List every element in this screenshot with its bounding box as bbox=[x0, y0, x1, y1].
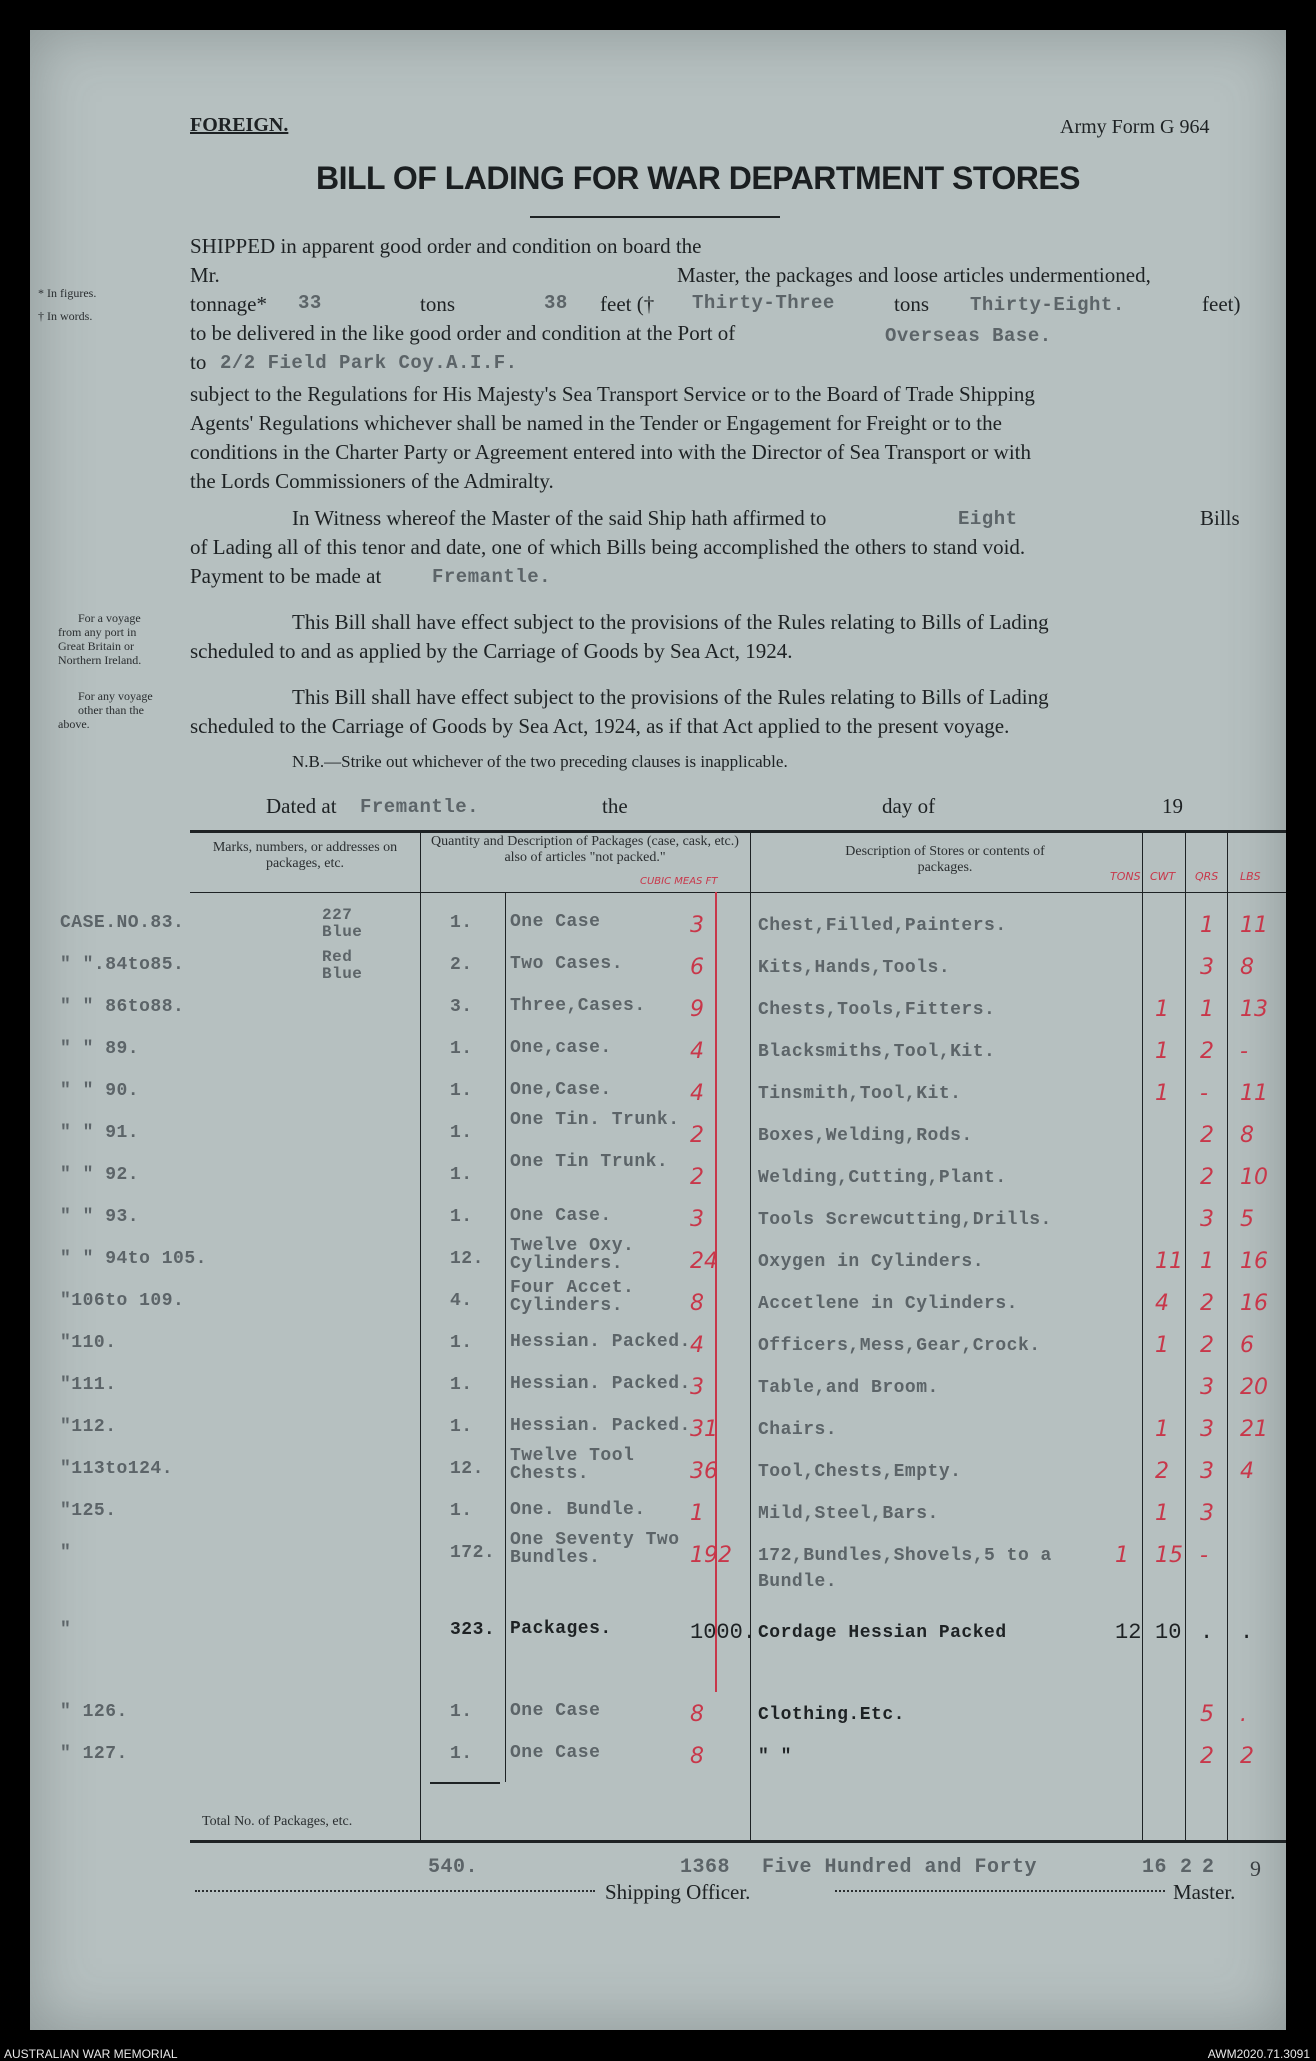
bills-count: Eight bbox=[958, 508, 1018, 530]
row-cwt: 2 bbox=[1155, 1459, 1169, 1484]
row-cube: 31 bbox=[690, 1417, 718, 1442]
total-in-words: Five Hundred and Forty bbox=[762, 1856, 1038, 1879]
row-cube: 24 bbox=[690, 1249, 718, 1274]
total-tons: 16 bbox=[1142, 1856, 1168, 1879]
cubic-measure-note: CUBIC MEAS FT bbox=[640, 876, 718, 887]
note-voyage-other-2: other than the bbox=[78, 703, 144, 717]
tons-label: tons bbox=[420, 292, 456, 316]
dated-at-label: Dated at bbox=[266, 794, 337, 818]
row-cube: 36 bbox=[690, 1459, 718, 1484]
dated-place: Fremantle. bbox=[360, 796, 480, 818]
row-tons: 12 bbox=[1115, 1620, 1142, 1645]
total-cwt: 2 bbox=[1180, 1856, 1193, 1879]
row-mark: "113to124. bbox=[60, 1459, 174, 1479]
row-mark: " " 89. bbox=[60, 1039, 140, 1059]
row-lbs: 4 bbox=[1240, 1459, 1254, 1484]
row-qty: 172. bbox=[450, 1543, 496, 1563]
table-header-rule bbox=[190, 892, 1286, 893]
row-mark: " " 90. bbox=[60, 1081, 140, 1101]
foreign-label: FOREIGN. bbox=[190, 114, 289, 136]
row-color-mark: Red Blue bbox=[322, 948, 363, 983]
row-mark: " " 86to88. bbox=[60, 997, 185, 1017]
row-lbs: 2 bbox=[1240, 1744, 1254, 1769]
row-mark: CASE.NO.83. bbox=[60, 913, 185, 933]
row-cwt: 1 bbox=[1155, 1333, 1169, 1358]
row-cube: 3 bbox=[690, 913, 704, 938]
row-pkg: One Tin. Trunk. bbox=[510, 1110, 680, 1130]
the-label: the bbox=[602, 794, 628, 818]
row-qty: 1. bbox=[450, 1744, 473, 1764]
unit-cwt: CWT bbox=[1150, 870, 1176, 883]
tonnage-label: tonnage* bbox=[190, 292, 267, 316]
row-pkg: One Tin Trunk. bbox=[510, 1152, 669, 1172]
delivered-line: to be delivered in the like good order and condition at the Port of bbox=[190, 321, 736, 345]
row-qrs: - bbox=[1200, 1081, 1208, 1106]
row-cube: 1 bbox=[690, 1501, 704, 1526]
row-qrs: 5 bbox=[1200, 1702, 1214, 1727]
total-qrs: 2 bbox=[1202, 1856, 1215, 1879]
row-qty: 1. bbox=[450, 1417, 473, 1437]
day-of-label: day of bbox=[882, 794, 936, 818]
row-desc: Accetlene in Cylinders. bbox=[758, 1294, 1018, 1314]
row-lbs: 5 bbox=[1240, 1207, 1254, 1232]
table-col-divider-6 bbox=[1227, 830, 1228, 1840]
row-mark: " 127. bbox=[60, 1744, 128, 1764]
row-qty: 1. bbox=[450, 1375, 473, 1395]
row-pkg: Four Accet. Cylinders. bbox=[510, 1278, 635, 1316]
row-qty: 12. bbox=[450, 1459, 484, 1479]
row-pkg: Two Cases. bbox=[510, 954, 624, 974]
row-pkg: One Case bbox=[510, 1701, 601, 1721]
row-mark: " bbox=[60, 1620, 72, 1640]
year-label: 19 bbox=[1162, 794, 1183, 818]
row-pkg: One Case. bbox=[510, 1206, 612, 1226]
row-qty: 12. bbox=[450, 1249, 484, 1269]
row-qrs: 2 bbox=[1200, 1123, 1214, 1148]
row-qrs: 3 bbox=[1200, 1375, 1214, 1400]
col-header-marks: Marks, numbers, or addresses on packages, etc. bbox=[212, 840, 398, 871]
note-voyage-gb-4: Northern Ireland. bbox=[58, 653, 142, 667]
row-cwt: 11 bbox=[1155, 1249, 1183, 1274]
row-lbs: 16 bbox=[1240, 1291, 1268, 1316]
row-cube: 4 bbox=[690, 1081, 704, 1106]
row-cube: 8 bbox=[690, 1744, 704, 1769]
note-in-figures: * In figures. bbox=[38, 286, 97, 300]
row-qrs: - bbox=[1200, 1543, 1208, 1568]
row-cube: 3 bbox=[690, 1375, 704, 1400]
row-qrs: 2 bbox=[1200, 1165, 1214, 1190]
row-qty: 323. bbox=[450, 1620, 496, 1640]
row-qty: 1. bbox=[450, 1333, 473, 1353]
row-desc: Chests,Tools,Fitters. bbox=[758, 1000, 996, 1020]
consignee: 2/2 Field Park Coy.A.I.F. bbox=[220, 352, 518, 374]
row-mark: " " 94to 105. bbox=[60, 1249, 207, 1269]
mr-label: Mr. bbox=[190, 263, 220, 287]
row-qrs: 3 bbox=[1200, 1459, 1214, 1484]
nb-note: N.B.—Strike out whichever of the two preceding clauses is inapplicable. bbox=[292, 752, 788, 771]
row-qty: 1. bbox=[450, 1081, 473, 1101]
feet-figure: 38 bbox=[544, 292, 568, 314]
master-dots bbox=[835, 1890, 1165, 1892]
tons-in-words: Thirty-Three bbox=[692, 292, 835, 314]
total-cube: 1368 bbox=[680, 1856, 731, 1879]
row-mark: " 126. bbox=[60, 1702, 128, 1722]
row-qrs: 1 bbox=[1200, 997, 1214, 1022]
row-qrs: 2 bbox=[1200, 1333, 1214, 1358]
row-desc: Tinsmith,Tool,Kit. bbox=[758, 1084, 962, 1104]
row-qrs: 3 bbox=[1200, 1501, 1214, 1526]
regulations-line-3: conditions in the Charter Party or Agreement entered into with the Director of Sea Transport or with bbox=[190, 440, 1031, 464]
shipping-officer-label: Shipping Officer. bbox=[605, 1880, 751, 1904]
row-cube: 8 bbox=[690, 1702, 704, 1727]
row-pkg: Hessian. Packed. bbox=[510, 1374, 691, 1394]
total-packages: 540. bbox=[428, 1856, 479, 1879]
row-qty: 1. bbox=[450, 1501, 473, 1521]
row-qty: 4. bbox=[450, 1291, 473, 1311]
row-cube: 4 bbox=[690, 1039, 704, 1064]
row-cube: 4 bbox=[690, 1333, 704, 1358]
row-pkg: One,case. bbox=[510, 1038, 612, 1058]
row-desc: Welding,Cutting,Plant. bbox=[758, 1168, 1007, 1188]
row-cwt: 1 bbox=[1155, 1039, 1169, 1064]
row-mark: "112. bbox=[60, 1417, 117, 1437]
cubic-column-rule bbox=[715, 892, 717, 1692]
row-desc: Cordage Hessian Packed bbox=[758, 1623, 1007, 1643]
tons-figure: 33 bbox=[298, 292, 322, 314]
payment-label: Payment to be made at bbox=[190, 564, 382, 588]
row-qrs: . bbox=[1200, 1620, 1214, 1645]
row-qrs: 2 bbox=[1200, 1744, 1214, 1769]
total-packages-label: Total No. of Packages, etc. bbox=[202, 1814, 353, 1829]
regulations-line-1: subject to the Regulations for His Majesty's Sea Transport Service or to the Board of Trade Shipping bbox=[190, 382, 1035, 406]
row-lbs: 8 bbox=[1240, 1123, 1254, 1148]
row-pkg: Hessian. Packed. bbox=[510, 1332, 691, 1352]
row-qty: 1. bbox=[450, 1039, 473, 1059]
row-tons: 1 bbox=[1115, 1543, 1129, 1568]
row-pkg: One Seventy Two Bundles. bbox=[510, 1530, 680, 1568]
row-desc: Blacksmiths,Tool,Kit. bbox=[758, 1042, 996, 1062]
row-qrs: 3 bbox=[1200, 1417, 1214, 1442]
row-pkg: One Case bbox=[510, 912, 601, 932]
document-sheet bbox=[30, 30, 1286, 2030]
note-voyage-other-1: For any voyage bbox=[78, 689, 153, 703]
row-pkg: One,Case. bbox=[510, 1080, 612, 1100]
row-qrs: 2 bbox=[1200, 1291, 1214, 1316]
row-qty: 2. bbox=[450, 955, 473, 975]
tons-label-2: tons bbox=[894, 292, 930, 316]
footer-institution: AUSTRALIAN WAR MEMORIAL bbox=[4, 2047, 178, 2061]
row-cwt: 1 bbox=[1155, 1417, 1169, 1442]
row-lbs: 11 bbox=[1240, 1081, 1268, 1106]
note-voyage-gb-2: from any port in bbox=[58, 625, 137, 639]
feet-in-words: Thirty-Eight. bbox=[970, 294, 1125, 316]
row-desc: Kits,Hands,Tools. bbox=[758, 958, 951, 978]
row-color-mark: 227 Blue bbox=[322, 906, 363, 941]
total-lbs: 9 bbox=[1250, 1856, 1261, 1881]
row-lbs: - bbox=[1240, 1039, 1248, 1064]
regulations-line-2: Agents' Regulations whichever shall be named in the Tender or Engagement for Freight or to the bbox=[190, 411, 1002, 435]
row-lbs: 20 bbox=[1240, 1375, 1268, 1400]
row-cwt: 1 bbox=[1155, 1081, 1169, 1106]
row-desc: Tool,Chests,Empty. bbox=[758, 1462, 962, 1482]
bills-label: Bills bbox=[1200, 506, 1240, 530]
title-rule bbox=[530, 216, 780, 218]
row-desc: Oxygen in Cylinders. bbox=[758, 1252, 985, 1272]
row-desc: Mild,Steel,Bars. bbox=[758, 1504, 939, 1524]
row-qrs: 3 bbox=[1200, 955, 1214, 980]
note-in-words: † In words. bbox=[38, 309, 93, 323]
row-mark: " " 92. bbox=[60, 1165, 140, 1185]
row-cwt: 1 bbox=[1155, 1501, 1169, 1526]
table-bottom-rule bbox=[190, 1840, 1286, 1843]
row-cube: 9 bbox=[690, 997, 704, 1022]
note-voyage-other-3: above. bbox=[58, 717, 90, 731]
note-voyage-gb-1: For a voyage bbox=[78, 611, 141, 625]
col-header-description: Description of Stores or contents of packages. bbox=[845, 844, 1045, 875]
row-lbs: 8 bbox=[1240, 955, 1254, 980]
row-cwt: 4 bbox=[1155, 1291, 1169, 1316]
row-pkg: One Case bbox=[510, 1743, 601, 1763]
row-pkg: Three,Cases. bbox=[510, 996, 646, 1016]
feet-close: feet) bbox=[1202, 292, 1241, 316]
col-header-quantity: Quantity and Description of Packages (case, cask, etc.) also of articles "not packed." bbox=[431, 834, 739, 865]
row-pkg: Packages. bbox=[510, 1619, 612, 1639]
row-qty: 1. bbox=[450, 1123, 473, 1143]
clause-b-line-2: scheduled to the Carriage of Goods by Sea Act, 1924, as if that Act applied to the present voyage. bbox=[190, 714, 1010, 738]
unit-qrs: QRS bbox=[1195, 870, 1219, 883]
row-lbs: . bbox=[1240, 1620, 1254, 1645]
table-col-divider-5 bbox=[1185, 830, 1186, 1840]
witness-line-1: In Witness whereof the Master of the said Ship hath affirmed to bbox=[292, 506, 827, 530]
row-mark: " " 93. bbox=[60, 1207, 140, 1227]
row-qty: 1. bbox=[450, 1165, 473, 1185]
row-lbs: . bbox=[1240, 1702, 1247, 1727]
row-qty: 1. bbox=[450, 913, 473, 933]
row-qrs: 1 bbox=[1200, 1249, 1214, 1274]
row-mark: " " 91. bbox=[60, 1123, 140, 1143]
row-qty: 1. bbox=[450, 1702, 473, 1722]
table-col-divider-2 bbox=[505, 892, 506, 1782]
row-desc: Boxes,Welding,Rods. bbox=[758, 1126, 973, 1146]
unit-lbs: LBS bbox=[1240, 870, 1261, 883]
row-cube: 1000. bbox=[690, 1620, 757, 1645]
clause-a-line-2: scheduled to and as applied by the Carriage of Goods by Sea Act, 1924. bbox=[190, 639, 793, 663]
row-cube: 8 bbox=[690, 1291, 704, 1316]
row-lbs: 13 bbox=[1240, 997, 1268, 1022]
row-lbs: 16 bbox=[1240, 1249, 1268, 1274]
row-qrs: 2 bbox=[1200, 1039, 1214, 1064]
row-desc: Clothing.Etc. bbox=[758, 1705, 905, 1725]
unit-tons: TONS bbox=[1110, 870, 1141, 883]
row-qty: 3. bbox=[450, 997, 473, 1017]
row-mark: "125. bbox=[60, 1501, 117, 1521]
table-col-divider-3 bbox=[750, 830, 751, 1840]
row-pkg: Twelve Tool Chests. bbox=[510, 1446, 635, 1484]
clause-b-line-1: This Bill shall have effect subject to the provisions of the Rules relating to Bills of Lading bbox=[292, 685, 1049, 709]
row-desc: " " bbox=[758, 1747, 792, 1767]
row-pkg: Hessian. Packed. bbox=[510, 1416, 691, 1436]
row-mark: " bbox=[60, 1543, 72, 1563]
row-cube: 3 bbox=[690, 1207, 704, 1232]
row-pkg: One. Bundle. bbox=[510, 1500, 646, 1520]
row-mark: "111. bbox=[60, 1375, 117, 1395]
row-desc: Table,and Broom. bbox=[758, 1378, 939, 1398]
row-mark: "110. bbox=[60, 1333, 117, 1353]
row-qrs: 3 bbox=[1200, 1207, 1214, 1232]
row-desc: 172,Bundles,Shovels,5 to a Bundle. bbox=[758, 1546, 1052, 1592]
row-lbs: 6 bbox=[1240, 1333, 1254, 1358]
row-cube: 2 bbox=[690, 1123, 704, 1148]
master-clause: Master, the packages and loose articles undermentioned, bbox=[677, 263, 1151, 287]
row-cube: 6 bbox=[690, 955, 704, 980]
regulations-line-4: the Lords Commissioners of the Admiralty. bbox=[190, 469, 554, 493]
row-qrs: 1 bbox=[1200, 913, 1214, 938]
payment-place: Fremantle. bbox=[432, 566, 552, 588]
row-cwt: 15 bbox=[1155, 1543, 1183, 1568]
row-cube: 192 bbox=[690, 1543, 732, 1568]
row-lbs: 21 bbox=[1240, 1417, 1268, 1442]
shipped-line: SHIPPED in apparent good order and condition on board the bbox=[190, 234, 702, 258]
clause-a-line-1: This Bill shall have effect subject to the provisions of the Rules relating to Bills of Lading bbox=[292, 610, 1049, 634]
row-qty: 1. bbox=[450, 1207, 473, 1227]
table-top-rule bbox=[190, 830, 1286, 833]
row-mark: " ".84to85. bbox=[60, 955, 185, 975]
witness-line-2: of Lading all of this tenor and date, one of which Bills being accomplished the others to stand void. bbox=[190, 535, 1026, 559]
row-desc: Officers,Mess,Gear,Crock. bbox=[758, 1336, 1041, 1356]
row-desc: Tools Screwcutting,Drills. bbox=[758, 1210, 1052, 1230]
document-title: BILL OF LADING FOR WAR DEPARTMENT STORES bbox=[316, 160, 1080, 196]
master-label: Master. bbox=[1173, 1880, 1236, 1904]
form-number: Army Form G 964 bbox=[1060, 116, 1210, 138]
row-desc: Chest,Filled,Painters. bbox=[758, 916, 1007, 936]
row-cwt: 1 bbox=[1155, 997, 1169, 1022]
to-label: to bbox=[190, 350, 207, 374]
row-pkg: Twelve Oxy. Cylinders. bbox=[510, 1236, 635, 1274]
table-col-divider-4 bbox=[1142, 830, 1143, 1840]
note-voyage-gb-3: Great Britain or bbox=[58, 639, 134, 653]
row-mark: "106to 109. bbox=[60, 1291, 185, 1311]
row-lbs: 10 bbox=[1240, 1165, 1268, 1190]
row-desc: Chairs. bbox=[758, 1420, 838, 1440]
footer-reference: AWM2020.71.3091 bbox=[1207, 2047, 1310, 2061]
shipping-officer-dots bbox=[195, 1890, 595, 1892]
feet-label: feet († bbox=[600, 292, 655, 316]
total-underline bbox=[430, 1782, 500, 1784]
table-col-divider-1 bbox=[420, 830, 421, 1840]
row-cube: 2 bbox=[690, 1165, 704, 1190]
row-lbs: 11 bbox=[1240, 913, 1268, 938]
delivery-port: Overseas Base. bbox=[885, 325, 1052, 347]
row-cwt: 10 bbox=[1155, 1620, 1182, 1645]
